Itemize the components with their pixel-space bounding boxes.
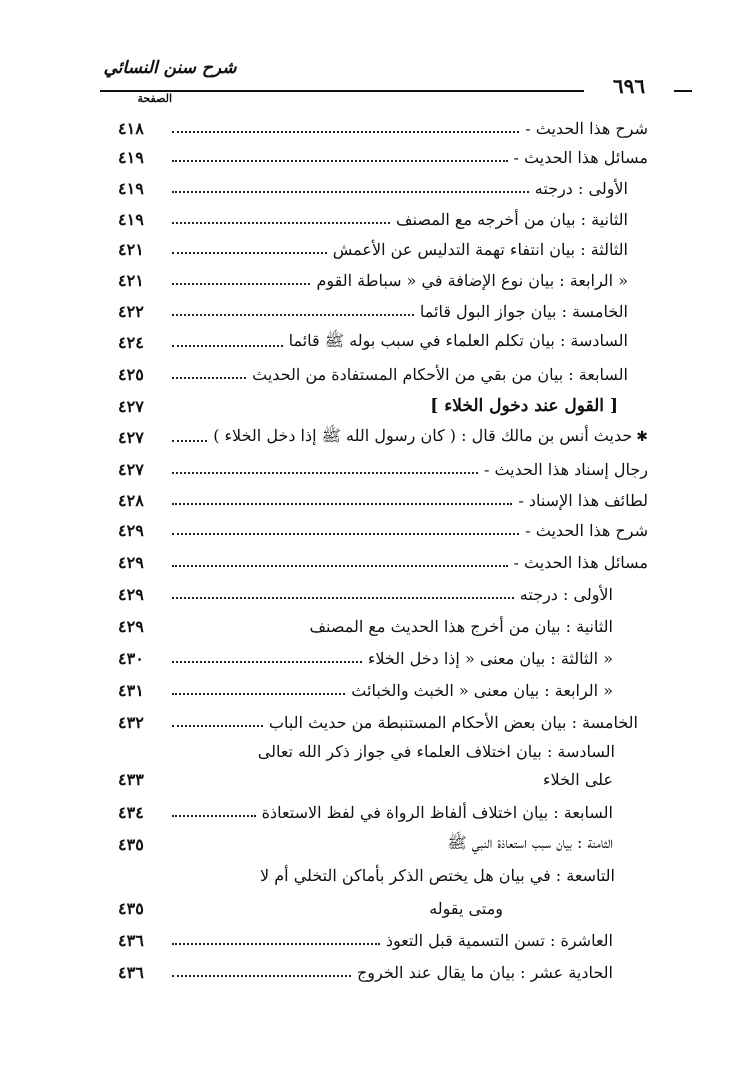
toc-entry-page: ٤٣٦ [118,930,144,950]
dot-leader [172,283,310,285]
toc-entry-page: ٤٢٧ [118,396,144,416]
toc-entry-title: - شرح هذا الحديث [525,118,648,138]
toc-entry-page: ٤٢٧ [118,459,144,479]
toc-entry-page: ٤٢٩ [118,520,144,540]
dot-leader [172,252,327,254]
toc-entry[interactable] [118,516,648,544]
book-title: شرح سنن النسائي [103,58,237,78]
toc-entry[interactable] [118,894,613,922]
toc-entry[interactable] [118,266,628,294]
toc-entry[interactable] [118,174,628,202]
toc-entry-title: الثالثة : بيان معنى « إذا دخل الخلاء » [367,648,613,668]
toc-entry[interactable] [118,297,628,325]
dot-leader [172,160,508,162]
toc-entry[interactable] [118,644,613,672]
toc-entry[interactable] [118,235,628,263]
dot-leader [172,472,478,474]
toc-section-heading[interactable] [118,392,618,420]
toc-entry-title: الحادية عشر : بيان ما يقال عند الخروج [356,962,613,982]
toc-entry-page: ٤٢٤ [118,332,144,352]
toc-entry-title: السابعة : بيان من بقي من الأحكام المستفادة من الحديث [252,364,628,384]
dot-leader [172,725,263,727]
toc-entry-title: - شرح هذا الحديث [525,520,648,540]
toc-entry[interactable] [118,360,628,388]
toc-entry[interactable] [118,676,613,704]
toc-entry-page: ٤١٩ [118,147,144,167]
toc-entry-title: - مسائل هذا الحديث [513,552,648,572]
toc-entry[interactable] [118,798,613,826]
toc-entry-title: الثامنة : بيان سبب استعاذة النبي ﷺ [447,832,613,852]
toc-entry-title: السادسة : بيان اختلاف العلماء في جواز ذكر الله تعالى [257,742,615,761]
toc-entry-page: ٤١٨ [118,118,144,138]
toc-entry-title: الثانية : بيان من أخرجه مع المصنف [396,209,628,229]
toc-entry-title: الثانية : بيان من أخرج هذا الحديث مع المصنف [309,616,613,636]
dot-leader [172,815,256,817]
toc-entry-title: - رجال إسناد هذا الحديث [483,459,648,479]
toc-entry-page: ٤٢٩ [118,584,144,604]
toc-entry-page: ٤٣٢ [118,712,144,732]
toc-entry[interactable] [118,765,613,793]
toc-entry[interactable] [118,423,648,451]
section-heading-title: [ القول عند دخول الخلاء ] [430,396,618,416]
toc-entry-title: السابعة : بيان اختلاف ألفاظ الرواة في لفظ الاستعاذة [261,802,613,822]
toc-entry-page: ٤٣١ [118,680,144,700]
dot-leader [172,943,380,945]
toc-entry[interactable] [118,548,648,576]
toc-entry[interactable] [118,143,648,171]
dot-leader [172,222,390,224]
toc-entry-page: ٤٣٤ [118,802,144,822]
toc-entry-title: السادسة : بيان تكلم العلماء في سبب بوله ﷺ قائما [288,330,628,350]
toc-entry-title: الأولى : درجته [534,178,628,198]
dot-leader [172,693,345,695]
toc-entry-title: على الخلاء [543,769,613,789]
dot-leader [172,975,351,977]
toc-entry-title: العاشرة : تسن التسمية قبل التعوذ [385,930,613,950]
toc-entry[interactable] [118,830,613,858]
toc-entry-page: ٤٢٨ [118,490,144,510]
dot-leader [172,314,414,316]
toc-entry-page: ٤٢٥ [118,364,144,384]
toc-entry[interactable] [118,205,628,233]
toc-entry[interactable] [118,114,648,142]
toc-entry-page: ٤٣٥ [118,898,144,918]
toc-entry[interactable] [118,612,613,640]
toc-entry[interactable] [118,926,613,954]
toc-entry-title: - مسائل هذا الحديث [513,147,648,167]
toc-entry-page: ٤١٩ [118,209,144,229]
toc-entry-page: ٤٢٢ [118,301,144,321]
toc-entry-page: ٤٣٦ [118,962,144,982]
toc-entry-page: ٤١٩ [118,178,144,198]
dot-leader [172,565,508,567]
toc-entry-title: ومتى يقوله [429,898,503,918]
toc-entry[interactable] [118,486,648,514]
toc-entry[interactable] [118,958,613,986]
toc-entry-page: ٤٣٠ [118,648,144,668]
toc-entry-page: ٤٢٩ [118,616,144,636]
toc-entry-page: ٤٢٩ [118,552,144,572]
toc-entry-page: ٤٣٣ [118,769,144,789]
toc-entry-title: التاسعة : في بيان هل يختص الذكر بأماكن التخلي أم لا [260,866,615,885]
toc-entry-page: ٤٢٧ [118,427,144,447]
dot-leader [172,345,283,347]
dot-leader [172,377,246,379]
dot-leader [172,131,519,133]
toc-entry-title: الرابعة : بيان نوع الإضافة في « سباطة القوم » [316,270,628,290]
dot-leader [172,503,512,505]
toc-entry[interactable] [118,708,638,736]
dot-leader [172,440,207,442]
toc-entry-title: الأولى : درجته [519,584,613,604]
dot-leader [172,661,362,663]
dot-leader [172,533,519,535]
toc-entry-title: الرابعة : بيان معنى « الخبث والخبائث » [351,680,613,700]
toc-entry[interactable] [118,580,613,608]
asterisk-icon: ✱ [636,429,648,445]
toc-entry-page: ٤٣٥ [118,834,144,854]
toc-entry-title: - لطائف هذا الإسناد [518,490,648,510]
toc-entry-title: حديث أنس بن مالك قال : ( كان رسول الله ﷺ إذا دخل الخلاء ) [213,425,633,445]
toc-entry-title: الخامسة : بيان جواز البول قائما [419,301,628,321]
toc-entry-title: الثالثة : بيان انتفاء تهمة التدليس عن الأعمش [332,239,628,259]
toc-entry-title: الخامسة : بيان بعض الأحكام المستنبطة من حديث الباب [268,712,638,732]
dot-leader [172,191,529,193]
page-number: ٦٩٦ [612,74,646,98]
page-column-label: الصفحة [137,92,172,105]
toc-entry[interactable] [118,328,628,356]
dot-leader [172,597,514,599]
toc-entry-page: ٤٢١ [118,270,144,290]
toc-entry-page: ٤٢١ [118,239,144,259]
toc-entry[interactable] [118,455,648,483]
